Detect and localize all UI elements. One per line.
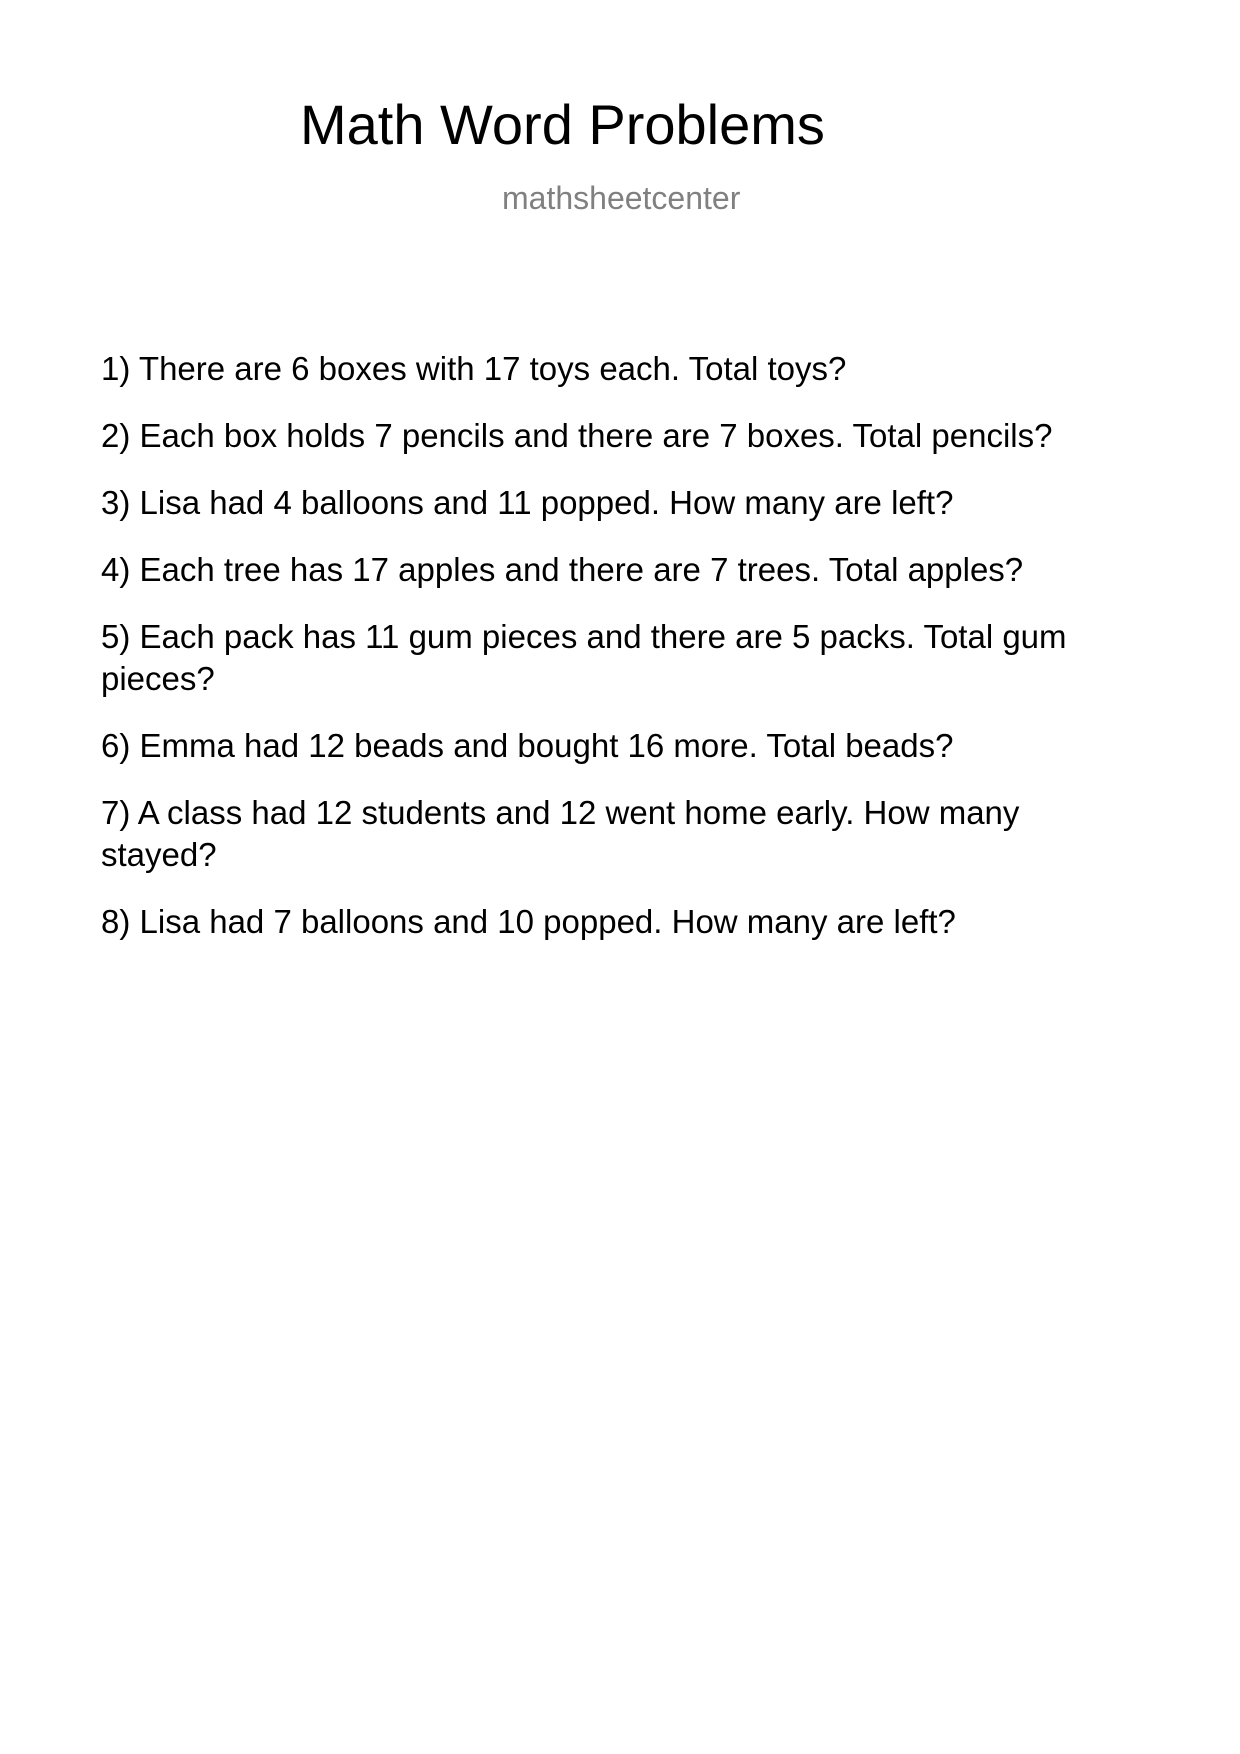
problem-item: 4) Each tree has 17 apples and there are 7 trees. Total apples?: [101, 551, 1024, 588]
problem-item: 5) Each pack has 11 gum pieces and there are 5 packs. Total gum pieces?: [101, 618, 1067, 697]
page-subtitle: mathsheetcenter: [502, 180, 741, 216]
problem-item: 2) Each box holds 7 pencils and there are 7 boxes. Total pencils?: [101, 417, 1053, 454]
problem-item: 1) There are 6 boxes with 17 toys each. Total toys?: [101, 350, 847, 387]
problem-item: 6) Emma had 12 beads and bought 16 more. Total beads?: [101, 727, 954, 764]
problem-item: 7) A class had 12 students and 12 went home early. How many stayed?: [101, 794, 1020, 873]
page-title: Math Word Problems: [300, 93, 825, 156]
problem-item: 8) Lisa had 7 balloons and 10 popped. How many are left?: [101, 903, 956, 940]
problem-list: [101, 348, 1141, 968]
problem-item: 3) Lisa had 4 balloons and 11 popped. How many are left?: [101, 484, 954, 521]
